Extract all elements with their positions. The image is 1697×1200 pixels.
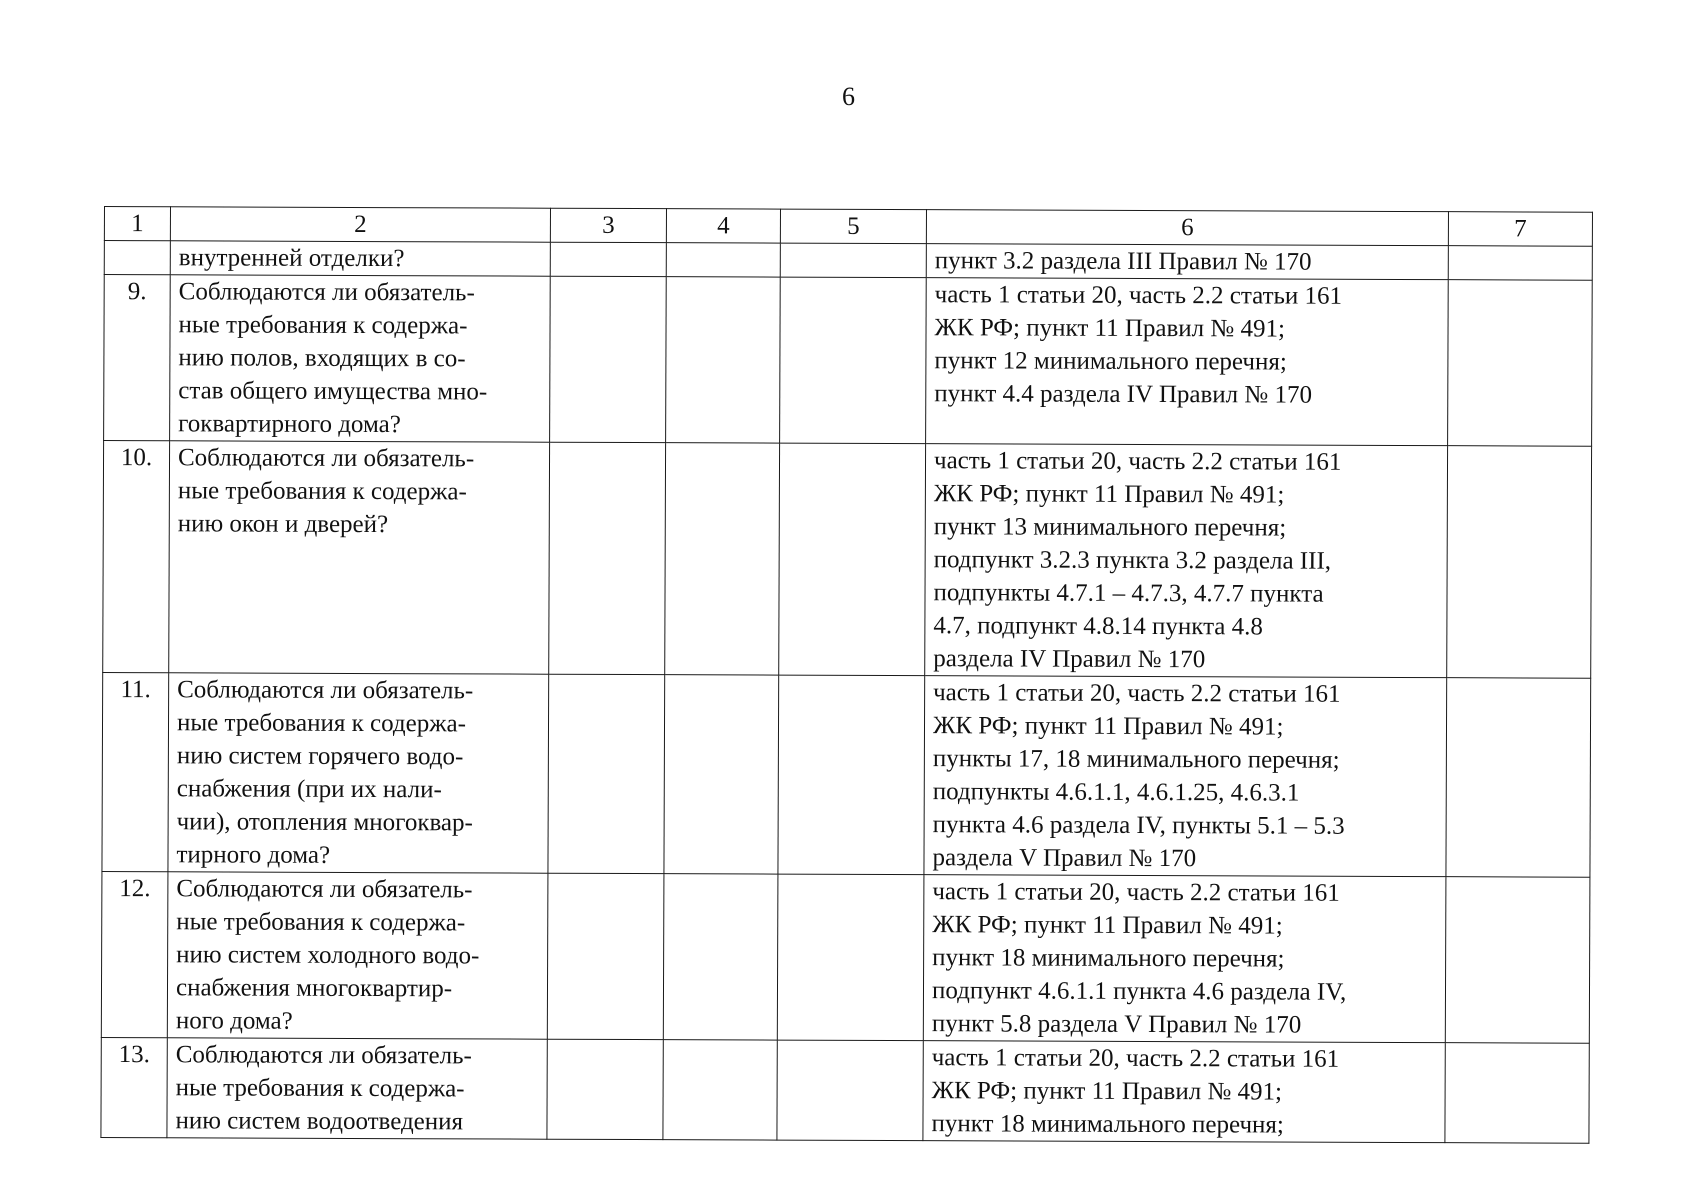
table-row (102, 672, 1591, 877)
column-7-cell (1445, 877, 1590, 1044)
question-cell: Соблюдаются ли обязатель- ные требования к содержа- нию окон и дверей? (169, 441, 550, 674)
question-cell: внутренней отделки? (170, 241, 550, 276)
column-3-cell (550, 276, 667, 442)
column-header: 6 (926, 210, 1448, 246)
inspection-checklist-table (100, 206, 1593, 1144)
question-cell: Соблюдаются ли обязатель- ные требования к содержа- нию систем горячего водо- снабжения (при их нали- чии), отопления многоквар- тирного дома? (168, 673, 549, 873)
table-row (104, 241, 1592, 281)
column-5-cell (778, 675, 925, 875)
column-5-cell (777, 1040, 923, 1141)
column-4-cell (663, 874, 778, 1040)
legal-reference-cell: часть 1 статьи 20, часть 2.2 статьи 161 ЖК РФ; пункт 11 Правил № 491; пункт 13 минимального перечня; подпункт 3.2.3 пункта 3.2 раздела III, подпункты 4.7.1 – 4.7.3, 4.7.7 пункта 4.7, подпункт 4.8.14 пункта 4.8 раздела IV Правил № 170 (925, 444, 1448, 678)
row-number: 10. (103, 441, 170, 673)
legal-reference-cell: часть 1 статьи 20, часть 2.2 статьи 161 ЖК РФ; пункт 11 Правил № 491; пункт 18 минимального перечня; (923, 1041, 1445, 1143)
column-3-cell (548, 674, 665, 873)
table-row (104, 275, 1593, 447)
row-number: 11. (102, 672, 169, 871)
column-4-cell (666, 277, 781, 443)
column-5-cell (780, 277, 927, 444)
row-number: 13. (101, 1037, 167, 1137)
column-header: 2 (170, 207, 550, 242)
legal-reference-cell: пункт 3.2 раздела III Правил № 170 (926, 244, 1448, 280)
table-header-row (104, 207, 1592, 247)
column-header: 7 (1448, 212, 1592, 247)
column-4-cell (663, 1040, 777, 1140)
column-header: 1 (104, 207, 170, 241)
column-7-cell (1447, 446, 1592, 679)
column-7-cell (1448, 280, 1593, 447)
column-7-cell (1445, 1043, 1589, 1144)
legal-reference-cell: часть 1 статьи 20, часть 2.2 статьи 161 ЖК РФ; пункт 11 Правил № 491; пункты 17, 18 минимального перечня; подпункты 4.6.1.1, 4.6.1.25, 4.6.3.1 пункта 4.6 раздела IV, пункты 5.1 – 5.3 раздела V Правил № 170 (924, 676, 1447, 877)
column-4-cell (665, 443, 780, 675)
column-3-cell (550, 242, 666, 276)
column-7-cell (1448, 246, 1592, 281)
page-number: 6 (842, 82, 855, 111)
question-cell: Соблюдаются ли обязатель- ные требования к содержа- нию полов, входящих в со- став общего имущества мно- гоквартирного дома? (170, 275, 551, 442)
column-4-cell (664, 675, 779, 874)
table-row (101, 871, 1590, 1043)
row-number: 12. (101, 871, 168, 1037)
table-row (103, 441, 1592, 679)
question-cell: Соблюдаются ли обязатель- ные требования к содержа- нию систем холодного водо- снабжения многоквартир- ного дома? (167, 872, 548, 1039)
row-number: 9. (104, 275, 171, 441)
row-number (104, 241, 170, 275)
legal-reference-cell: часть 1 статьи 20, часть 2.2 статьи 161 ЖК РФ; пункт 11 Правил № 491; пункт 18 минимального перечня; подпункт 4.6.1.1 пункта 4.6 раздела IV, пункт 5.8 раздела V Правил № 170 (923, 875, 1446, 1043)
question-cell: Соблюдаются ли обязатель- ные требования к содержа- нию систем водоотведения (167, 1038, 547, 1139)
column-5-cell (780, 243, 926, 278)
column-header: 3 (550, 208, 666, 242)
column-5-cell (777, 874, 924, 1041)
column-header: 5 (780, 209, 926, 244)
column-3-cell (547, 1039, 663, 1139)
legal-reference-cell: часть 1 статьи 20, часть 2.2 статьи 161 ЖК РФ; пункт 11 Правил № 491; пункт 12 минимального перечня; пункт 4.4 раздела IV Правил № 170 (926, 278, 1449, 446)
column-4-cell (666, 243, 780, 277)
column-5-cell (779, 443, 926, 676)
column-3-cell (547, 873, 664, 1039)
column-7-cell (1446, 678, 1591, 878)
column-3-cell (549, 442, 666, 674)
column-header: 4 (666, 209, 780, 243)
table-row (101, 1037, 1589, 1143)
